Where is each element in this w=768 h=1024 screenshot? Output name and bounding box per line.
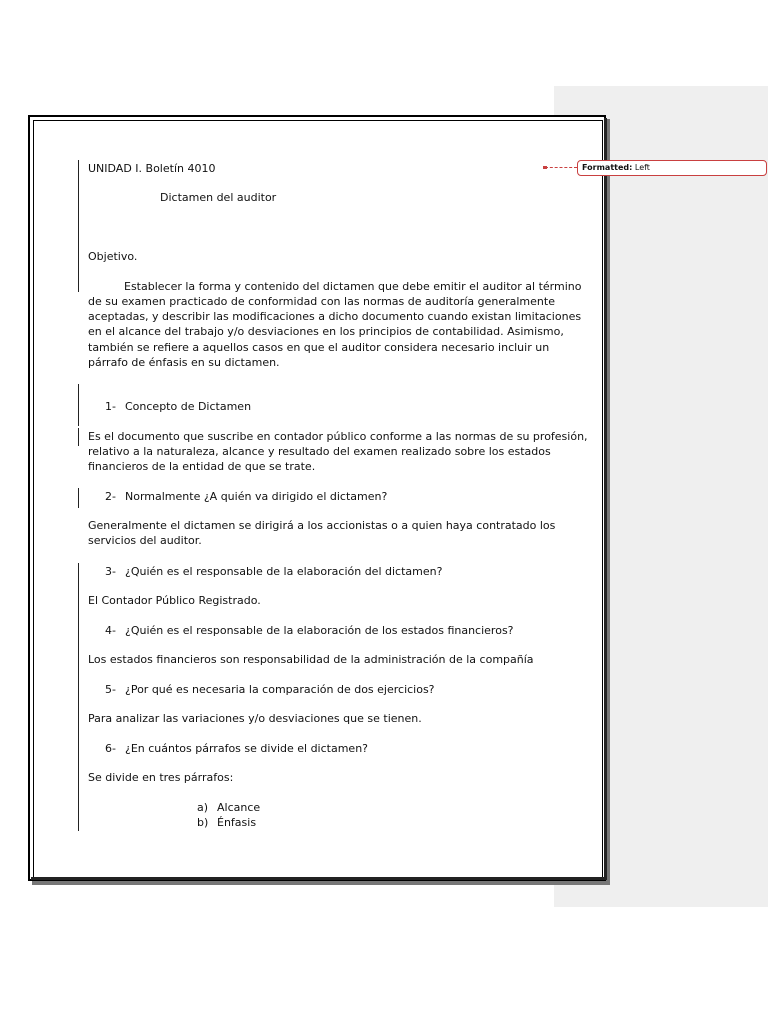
section-answer: Se divide en tres párrafos: (88, 771, 234, 784)
sublist-item (197, 815, 256, 830)
section-heading-text: ¿Quién es el responsable de la elaboración del dictamen? (125, 565, 443, 578)
section-heading-text: Normalmente ¿A quién va dirigido el dictamen? (125, 490, 388, 503)
section-answer: Para analizar las variaciones y/o desviaciones que se tienen. (88, 712, 422, 725)
section-number: 4- (105, 624, 116, 637)
section-heading (105, 682, 435, 697)
page-shadow (31, 877, 607, 880)
section-number: 3- (105, 565, 116, 578)
section-answer: El Contador Público Registrado. (88, 594, 261, 607)
section-answer: Los estados financieros son responsabilidad de la administración de la compañía (88, 653, 534, 666)
document-header: UNIDAD I. Boletín 4010 (88, 162, 216, 175)
objective-line: aceptadas, y describir las modificaciones a dicho documento cuando existan limitaciones (88, 310, 582, 323)
objective-line: también se refiere a aquellos casos en que el auditor considera necesario incluir un (88, 341, 550, 354)
format-comment-balloon[interactable] (577, 160, 767, 176)
section-answer: servicios del auditor. (88, 534, 202, 547)
objective-label: Objetivo. (88, 250, 138, 263)
sublist-text: Énfasis (217, 816, 257, 829)
section-heading-text: ¿En cuántos párrafos se divide el dictamen? (125, 742, 369, 755)
change-bar (78, 428, 79, 446)
section-answer: financieros de la entidad de que se trate. (88, 460, 316, 473)
change-bar (78, 160, 79, 292)
section-heading (105, 399, 251, 414)
change-bar (78, 488, 79, 508)
section-heading (105, 623, 514, 638)
objective-line: Establecer la forma y contenido del dictamen que debe emitir el auditor al término (124, 280, 582, 293)
section-number: 6- (105, 742, 116, 755)
section-heading-text: ¿Por qué es necesaria la comparación de dos ejercicios? (125, 683, 435, 696)
section-answer: Generalmente el dictamen se dirigirá a los accionistas o a quien haya contratado los (88, 519, 556, 532)
comment-connector (545, 167, 577, 169)
sublist-text: Alcance (217, 801, 261, 814)
objective-line: de su examen practicado de conformidad con las normas de auditoría generalmente (88, 295, 555, 308)
document-title: Dictamen del auditor (160, 191, 277, 204)
section-answer: Es el documento que suscribe en contador público conforme a las normas de su profesión, (88, 430, 588, 443)
section-answer: relativo a la naturaleza, alcance y resultado del examen realizado sobre los estados (88, 445, 551, 458)
section-heading (105, 489, 387, 504)
sublist-item (197, 800, 260, 815)
section-heading (105, 741, 368, 756)
section-number: 5- (105, 683, 116, 696)
change-bar (78, 563, 79, 831)
change-bar (78, 384, 79, 426)
section-number: 1- (105, 400, 116, 413)
page-shadow (604, 118, 607, 880)
section-heading-text: ¿Quién es el responsable de la elaboración de los estados financieros? (125, 624, 514, 637)
sublist-marker: a) (197, 801, 209, 814)
section-number: 2- (105, 490, 116, 503)
objective-line: párrafo de énfasis en su dictamen. (88, 356, 280, 369)
sublist-marker: b) (197, 816, 209, 829)
section-heading-text: Concepto de Dictamen (125, 400, 252, 413)
objective-line: en el alcance del trabajo y/o desviaciones en los principios de contabilidad. Asimismo, (88, 325, 564, 338)
section-heading (105, 564, 442, 579)
comment-label: Formatted: (582, 163, 633, 172)
comment-value: Left (634, 163, 650, 172)
